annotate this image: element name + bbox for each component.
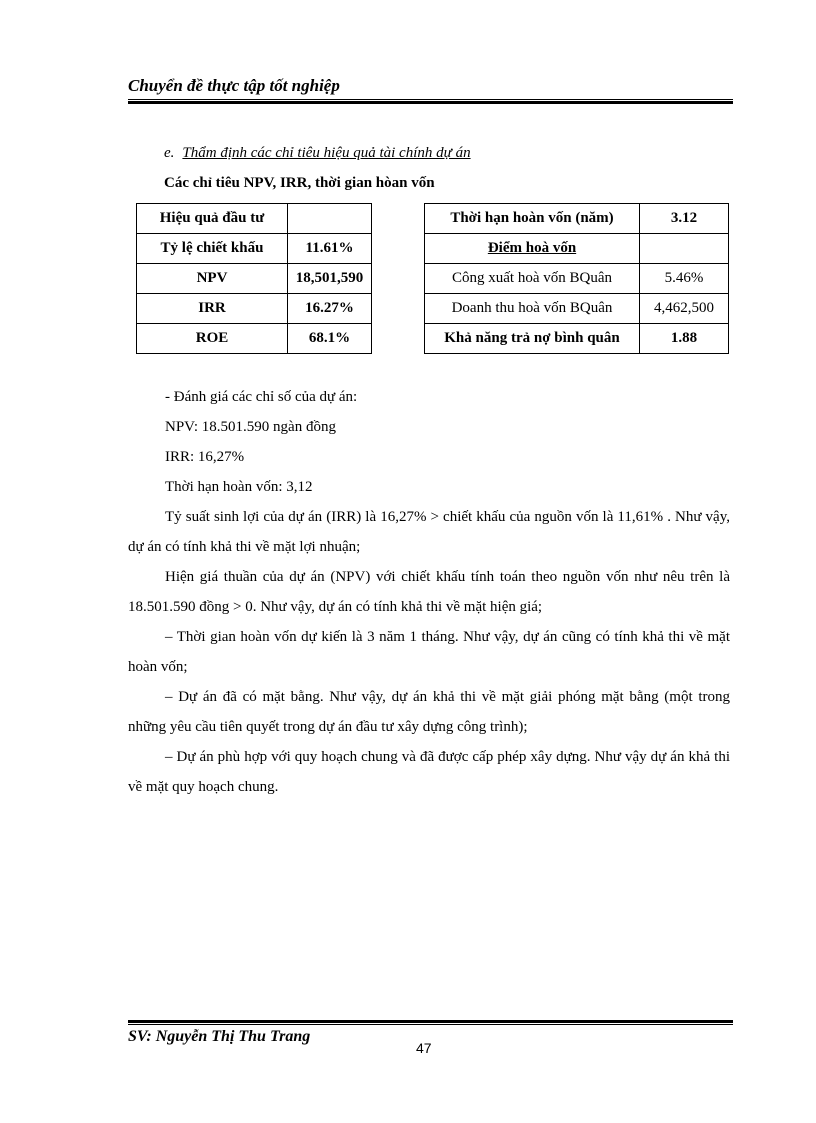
table-cell: 16.27%	[288, 294, 372, 324]
table-cell: Tỷ lệ chiết khấu	[137, 234, 288, 264]
table-cell: NPV	[137, 264, 288, 294]
page-number: 47	[416, 1040, 432, 1056]
table-cell: Hiệu quả đầu tư	[137, 204, 288, 234]
table-row	[137, 324, 372, 354]
table-row	[425, 234, 729, 264]
body-paragraph: – Thời gian hoàn vốn dự kiến là 3 năm 1 tháng. Như vậy, dự án cũng có tính khả thi về mặt hoàn vốn;	[128, 629, 730, 675]
table-row	[137, 234, 372, 264]
table-cell: 11.61%	[288, 234, 372, 264]
table-cell: 18,501,590	[288, 264, 372, 294]
section-marker: e.	[164, 145, 175, 161]
body-paragraph: Hiện giá thuần của dự án (NPV) với chiết khấu tính toán theo nguồn vốn như nêu trên là 18.501.590 đồng > 0. Như vậy, dự án có tính khả thi về mặt hiện giá;	[128, 569, 730, 615]
body-line: IRR: 16,27%	[165, 449, 245, 465]
footer-rule-thin	[128, 1024, 733, 1025]
breakeven-table	[424, 203, 729, 354]
body-line: NPV: 18.501.590 ngàn đồng	[165, 419, 336, 435]
header-rule-thick	[128, 101, 733, 104]
table-row	[137, 204, 372, 234]
table-row	[425, 264, 729, 294]
student-name: SV: Nguyễn Thị Thu Trang	[128, 1028, 311, 1045]
table-cell: 1.88	[640, 324, 729, 354]
body-paragraph: – Dự án đã có mặt bằng. Như vậy, dự án khả thi về mặt giải phóng mặt bằng (một trong những yêu cầu tiên quyết trong dự án đầu tư xây dựng công trình);	[128, 689, 730, 735]
table-cell: Khả năng trả nợ bình quân	[425, 324, 640, 354]
table-cell: ROE	[137, 324, 288, 354]
table-row	[137, 294, 372, 324]
table-caption: Các chỉ tiêu NPV, IRR, thời gian hòan vốn	[164, 175, 435, 191]
table-row	[137, 264, 372, 294]
table-cell: Doanh thu hoà vốn BQuân	[425, 294, 640, 324]
section-heading	[164, 145, 471, 162]
table-row	[425, 204, 729, 234]
body-line: Thời hạn hoàn vốn: 3,12	[165, 479, 313, 495]
table-cell: IRR	[137, 294, 288, 324]
body-paragraph: Tỷ suất sinh lợi của dự án (IRR) là 16,27% > chiết khấu của nguồn vốn là 11,61% . Như vậy, dự án có tính khả thi về mặt lợi nhuận;	[128, 509, 730, 555]
table-row	[425, 324, 729, 354]
table-cell: 3.12	[640, 204, 729, 234]
investment-efficiency-table	[136, 203, 372, 354]
table-cell	[288, 204, 372, 234]
header-rule-thin	[128, 99, 733, 100]
table-row	[425, 294, 729, 324]
section-heading-text: Thẩm định các chỉ tiêu hiệu quả tài chính dự án	[182, 145, 471, 161]
table-cell: 5.46%	[640, 264, 729, 294]
table-cell: Thời hạn hoàn vốn (năm)	[425, 204, 640, 234]
body-paragraph: – Dự án phù hợp với quy hoạch chung và đã được cấp phép xây dựng. Như vậy dự án khả thi về mặt quy hoạch chung.	[128, 749, 730, 795]
table-cell: Công xuất hoà vốn BQuân	[425, 264, 640, 294]
body-line: - Đánh giá các chỉ số của dự án:	[165, 389, 358, 405]
table-cell	[640, 234, 729, 264]
evaluation-body	[128, 382, 730, 802]
table-cell: Điểm hoà vốn	[425, 234, 640, 264]
table-cell: 4,462,500	[640, 294, 729, 324]
page-header-title: Chuyển đề thực tập tốt nghiệp	[128, 76, 340, 95]
footer-rule-thick	[128, 1020, 733, 1023]
table-cell: 68.1%	[288, 324, 372, 354]
